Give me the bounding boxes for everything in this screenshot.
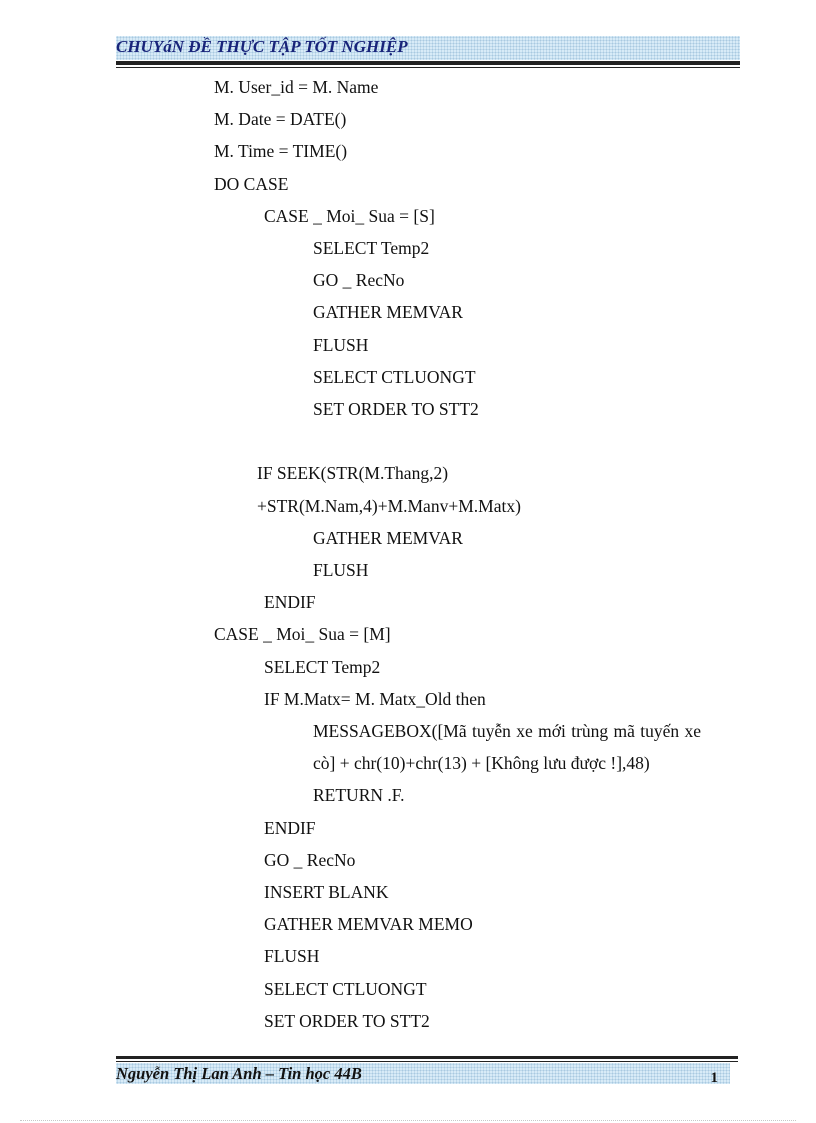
code-line: M. Date = DATE() [214,109,347,129]
page-edge-divider [20,1120,796,1121]
code-line: GO _ RecNo [313,270,405,290]
code-line: DO CASE [214,174,289,194]
footer-rule-thick [116,1056,738,1059]
code-line: +STR(M.Nam,4)+M.Manv+M.Matx) [257,496,521,516]
code-line: SELECT CTLUONGT [313,367,476,387]
code-line: GO _ RecNo [264,850,356,870]
code-line: RETURN .F. [313,785,405,805]
code-line: FLUSH [313,560,369,580]
code-line: IF SEEK(STR(M.Thang,2) [257,463,449,483]
code-line: SET ORDER TO STT2 [313,399,479,419]
code-line: CASE _ Moi_ Sua = [S] [264,206,435,226]
code-line: FLUSH [264,946,320,966]
code-line: cò] + chr(10)+chr(13) + [Không lưu được !],48) [313,753,650,773]
code-line: GATHER MEMVAR MEMO [264,914,473,934]
page-number: 1 [710,1071,718,1084]
header-title: CHUYáN ĐỀ THỰC TẬP TỐT NGHIỆP [116,37,408,56]
code-line: CASE _ Moi_ Sua = [M] [214,624,391,644]
code-line: SELECT Temp2 [264,657,381,677]
code-line: ENDIF [264,592,316,612]
code-line: FLUSH [313,335,369,355]
code-line: SELECT Temp2 [313,238,430,258]
code-line: IF M.Matx= M. Matx_Old then [264,689,486,709]
code-line: GATHER MEMVAR [313,302,463,322]
code-line: GATHER MEMVAR [313,528,463,548]
footer-author: Nguyễn Thị Lan Anh – Tin học 44B [116,1064,362,1083]
page-footer [116,1063,730,1084]
code-line: SET ORDER TO STT2 [264,1011,430,1031]
code-line: MESSAGEBOX([Mã tuyễn xe mới trùng mã tuyến xe [313,721,702,741]
footer-rule-thin [116,1061,738,1062]
code-line: ENDIF [264,818,316,838]
code-line: INSERT BLANK [264,882,389,902]
code-line: M. Time = TIME() [214,141,348,161]
code-line: M. User_id = M. Name [214,77,379,97]
code-line: SELECT CTLUONGT [264,979,427,999]
